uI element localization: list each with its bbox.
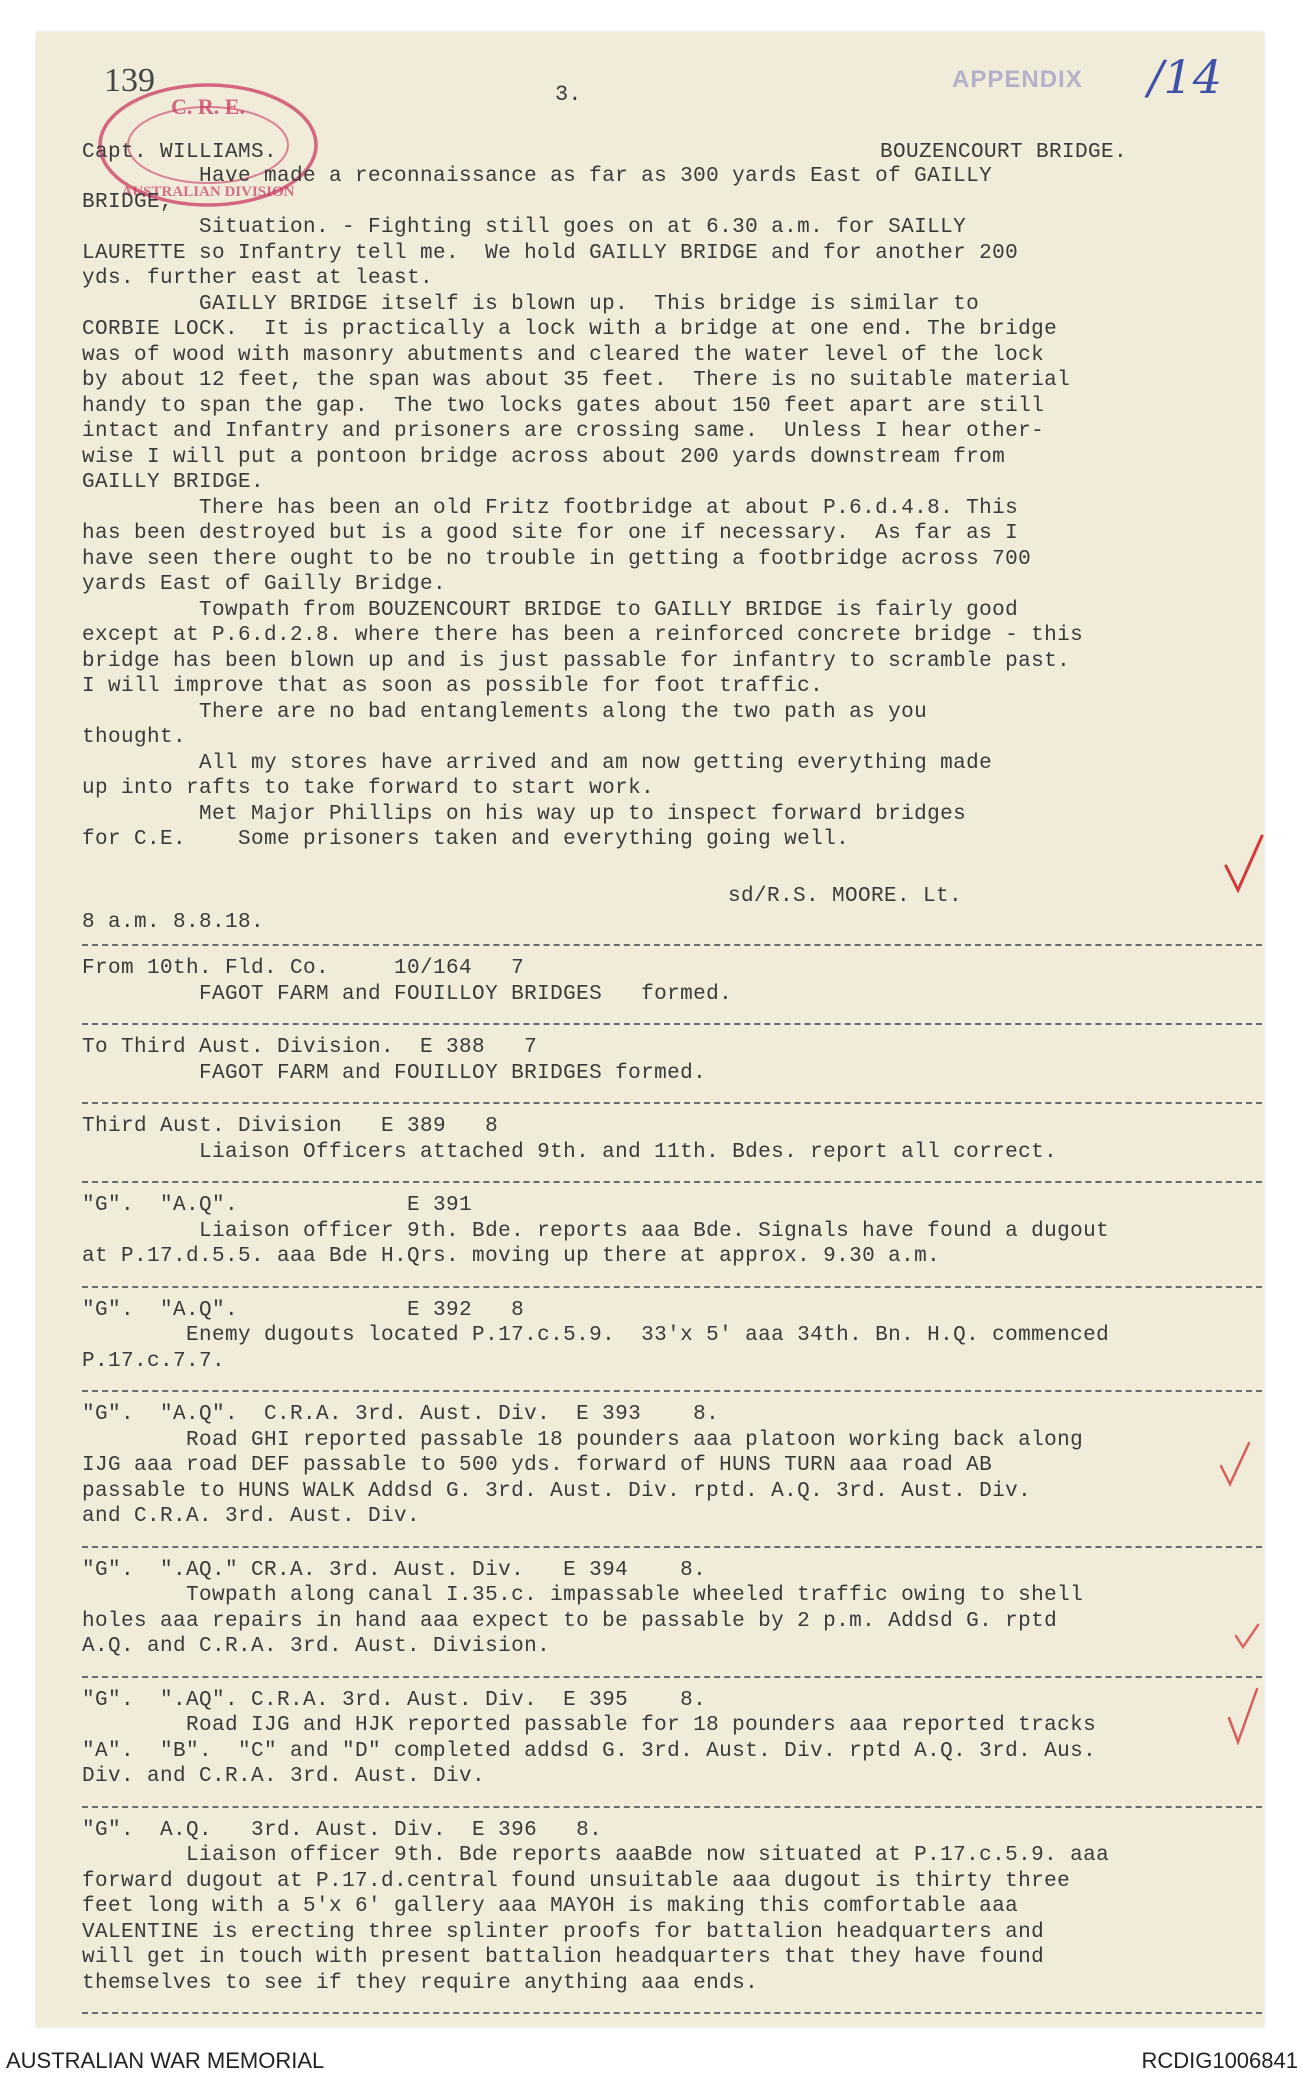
check-tick-icon <box>1218 1440 1252 1488</box>
report-line: intact and Infantry and prisoners are crossing same. Unless I hear other- <box>82 420 1045 443</box>
message-line: P.17.c.7.7. <box>82 1349 226 1373</box>
report-line: wise I will put a pontoon bridge across about 200 yards downstream from <box>82 445 1006 469</box>
message-heading: From 10th. Fld. Co. 10/164 7 <box>82 957 525 980</box>
message-line: VALENTINE is erecting three splinter proofs for battalion headquarters and <box>82 1920 1045 1944</box>
report-line: GAILLY BRIDGE. <box>82 471 265 494</box>
message-separator <box>82 944 1262 946</box>
message-entry <box>82 1114 1057 1165</box>
message-line: Road GHI reported passable 18 pounders aaa platoon working back along <box>82 1428 1084 1452</box>
report-line: has been destroyed but is a good site for one if necessary. As far as I <box>82 522 1019 545</box>
report-body <box>82 164 1083 853</box>
stamp-top-text: C. R. E. <box>171 94 245 119</box>
message-line: will get in touch with present battalion headquarters that they have found <box>82 1946 1045 1969</box>
message-entry <box>82 1298 1109 1375</box>
message-line: holes aaa repairs in hand aaa expect to be passable by 2 p.m. Addsd G. rptd <box>82 1609 1058 1633</box>
footer-archive-name: AUSTRALIAN WAR MEMORIAL <box>6 2048 325 2073</box>
message-entry <box>82 1035 706 1086</box>
message-line: Div. and C.R.A. 3rd. Aust. Div. <box>82 1765 486 1788</box>
message-separator <box>82 2012 1262 2014</box>
report-line: thought. <box>82 726 187 749</box>
message-line: Liaison officer 9th. Bde. reports aaa Bde. Signals have found a dugout <box>82 1219 1110 1243</box>
message-line: Towpath along canal I.35.c. impassable wheeled traffic owing to shell <box>82 1584 1084 1607</box>
report-line: was of wood with masonry abutments and cleared the water level of the lock <box>82 343 1045 367</box>
sheet-number: 3. <box>555 82 582 107</box>
message-entry <box>82 1558 1083 1660</box>
report-line: for C.E. Some prisoners taken and everything going well. <box>82 828 850 851</box>
message-line: themselves to see if they require anything aaa ends. <box>82 1971 759 1995</box>
message-line: "A". "B". "C" and "D" completed addsd G. 3rd. Aust. Div. rptd A.Q. 3rd. Aus. <box>82 1739 1097 1763</box>
message-heading: "G". "A.Q". E 392 8 <box>82 1298 525 1322</box>
report-line: Met Major Phillips on his way up to inspect forward bridges <box>82 802 967 826</box>
message-separator <box>82 1181 1262 1183</box>
report-line: I will improve that as soon as possible for foot traffic. <box>82 675 824 698</box>
message-separator <box>82 1023 1262 1025</box>
check-tick-icon <box>1234 1622 1260 1650</box>
report-line: have seen there ought to be no trouble in getting a footbridge across 700 <box>82 547 1032 571</box>
report-line: yards East of Gailly Bridge. <box>82 573 447 596</box>
report-line: There are no bad entanglements along the two path as you <box>82 700 928 724</box>
message-entry <box>82 1402 1083 1530</box>
report-line: BRIDGE, <box>82 190 174 214</box>
report-line: There has been an old Fritz footbridge at about P.6.d.4.8. This <box>82 496 1019 520</box>
message-line: Road IJG and HJK reported passable for 18 pounders aaa reported tracks <box>82 1714 1097 1737</box>
message-line: IJG aaa road DEF passable to 500 yds. forward of HUNS TURN aaa road AB <box>82 1454 993 1477</box>
message-line: forward dugout at P.17.d.central found unsuitable aaa dugout is thirty three <box>82 1869 1071 1893</box>
footer-record-id: RCDIG1006841 <box>1141 2048 1298 2073</box>
report-line: GAILLY BRIDGE itself is blown up. This bridge is similar to <box>82 292 980 316</box>
message-heading: "G". ".AQ". C.R.A. 3rd. Aust. Div. E 395 8. <box>82 1688 707 1712</box>
report-line: All my stores have arrived and am now getting everything made <box>82 751 993 775</box>
message-separator <box>82 1676 1262 1678</box>
report-location: BOUZENCOURT BRIDGE. <box>880 141 1128 164</box>
report-line: bridge has been blown up and is just passable for infantry to scramble past. <box>82 649 1071 673</box>
check-tick-icon <box>1226 1686 1260 1746</box>
report-datetime: 8 a.m. 8.8.18. <box>82 911 265 934</box>
message-entry <box>82 956 732 1007</box>
message-line: and C.R.A. 3rd. Aust. Div. <box>82 1505 421 1528</box>
message-line: FAGOT FARM and FOUILLOY BRIDGES formed. <box>82 1061 707 1085</box>
message-entry <box>82 1818 1109 1997</box>
report-signature: sd/R.S. MOORE. Lt. <box>728 885 963 908</box>
message-line: at P.17.d.5.5. aaa Bde H.Qrs. moving up there at approx. 9.30 a.m. <box>82 1245 941 1268</box>
stamp-bottom-text: AUSTRALIAN DIVISION <box>121 184 295 200</box>
message-heading: "G". ".AQ." CR.A. 3rd. Aust. Div. E 394 8. <box>82 1558 707 1582</box>
message-heading: "G". "A.Q". C.R.A. 3rd. Aust. Div. E 393 8. <box>82 1403 720 1426</box>
message-line: Liaison officer 9th. Bde reports aaaBde now situated at P.17.c.5.9. aaa <box>82 1844 1110 1867</box>
report-line: Have made a reconnaissance as far as 300 yards East of GAILLY <box>82 165 993 188</box>
appendix-label: APPENDIX <box>952 66 1083 93</box>
message-separator <box>82 1286 1262 1288</box>
report-line: by about 12 feet, the span was about 35 feet. There is no suitable material <box>82 369 1071 392</box>
report-line: CORBIE LOCK. It is practically a lock with a bridge at one end. The bridge <box>82 318 1058 341</box>
message-entry <box>82 1688 1096 1790</box>
message-separator <box>82 1390 1262 1392</box>
message-line: Enemy dugouts located P.17.c.5.9. 33'x 5' aaa 34th. Bn. H.Q. commenced <box>82 1324 1110 1347</box>
message-line: FAGOT FARM and FOUILLOY BRIDGES formed. <box>82 982 733 1006</box>
page-number: 139 <box>104 62 155 99</box>
message-separator <box>82 1806 1262 1808</box>
check-tick-icon <box>1222 832 1266 896</box>
report-line: Towpath from BOUZENCOURT BRIDGE to GAILLY BRIDGE is fairly good <box>82 598 1019 622</box>
message-line: Liaison Officers attached 9th. and 11th. Bdes. report all correct. <box>82 1140 1058 1164</box>
report-line: Situation. - Fighting still goes on at 6.30 a.m. for SAILLY <box>82 216 967 239</box>
message-separator <box>82 1546 1262 1548</box>
appendix-number: /14 <box>1148 50 1223 104</box>
report-line: handy to span the gap. The two locks gates about 150 feet apart are still <box>82 394 1045 418</box>
message-heading: "G". A.Q. 3rd. Aust. Div. E 396 8. <box>82 1818 603 1842</box>
message-entry <box>82 1193 1109 1270</box>
message-line: A.Q. and C.R.A. 3rd. Aust. Division. <box>82 1635 551 1658</box>
report-line: except at P.6.d.2.8. where there has been a reinforced concrete bridge - this <box>82 624 1084 647</box>
message-heading: "G". "A.Q". E 391 <box>82 1194 473 1217</box>
report-addressee: Capt. WILLIAMS. <box>82 141 278 164</box>
report-line: LAURETTE so Infantry tell me. We hold GAILLY BRIDGE and for another 200 <box>82 241 1019 265</box>
message-separator <box>82 1102 1262 1104</box>
report-line: up into rafts to take forward to start work. <box>82 777 655 800</box>
report-line: yds. further east at least. <box>82 267 434 290</box>
message-heading: Third Aust. Division E 389 8 <box>82 1115 499 1138</box>
message-line: feet long with a 5'x 6' gallery aaa MAYOH is making this comfortable aaa <box>82 1895 1019 1918</box>
message-line: passable to HUNS WALK Addsd G. 3rd. Aust. Div. rptd. A.Q. 3rd. Aust. Div. <box>82 1479 1032 1503</box>
message-heading: To Third Aust. Division. E 388 7 <box>82 1036 538 1059</box>
